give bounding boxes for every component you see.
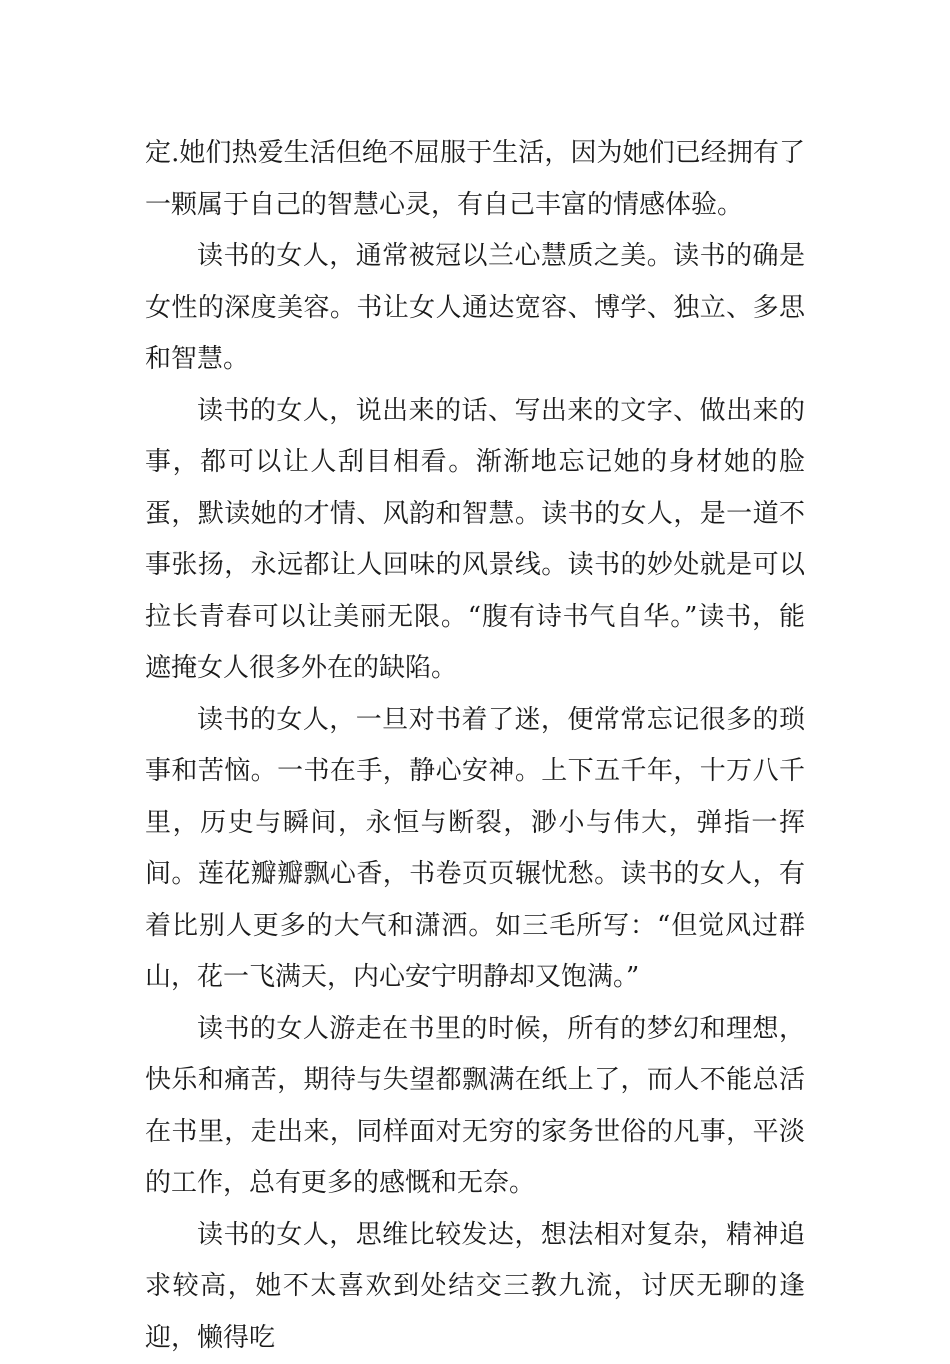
- document-page: [145, 128, 805, 1364]
- paragraph-reading-thinking: 读书的女人，思维比较发达，想法相对复杂，精神追求较高，她不太喜欢到处结交三教九流，讨厌无聊的逢迎，懒得吃: [145, 1210, 805, 1364]
- paragraph-continuation: 定.她们热爱生活但绝不屈服于生活，因为她们已经拥有了一颗属于自己的智慧心灵，有自己丰富的情感体验。: [145, 128, 805, 231]
- paragraph-reading-absorbed: 读书的女人，一旦对书着了迷，便常常忘记很多的琐事和苦恼。一书在手，静心安神。上下五千年，十万八千里，历史与瞬间，永恒与断裂，渺小与伟大，弹指一挥间。莲花瓣瓣飘心香，书卷页页辗忧愁。读书的女人，有着比别人更多的大气和潇洒。如三毛所写：“但觉风过群山，花一飞满天，内心安宁明静却又饱满。”: [145, 695, 805, 1004]
- paragraph-reading-words: 读书的女人，说出来的话、写出来的文字、做出来的事，都可以让人刮目相看。渐渐地忘记她的身材她的脸蛋，默读她的才情、风韵和智慧。读书的女人，是一道不事张扬，永远都让人回味的风景线。读书的妙处就是可以拉长青春可以让美丽无限。“腹有诗书气自华。”读书，能遮掩女人很多外在的缺陷。: [145, 386, 805, 695]
- paragraph-reading-wandering: 读书的女人游走在书里的时候，所有的梦幻和理想，快乐和痛苦，期待与失望都飘满在纸上了，而人不能总活在书里，走出来，同样面对无穷的家务世俗的凡事，平淡的工作，总有更多的感慨和无奈。: [145, 1004, 805, 1210]
- paragraph-reading-beauty: 读书的女人，通常被冠以兰心慧质之美。读书的确是女性的深度美容。书让女人通达宽容、博学、独立、多思和智慧。: [145, 231, 805, 386]
